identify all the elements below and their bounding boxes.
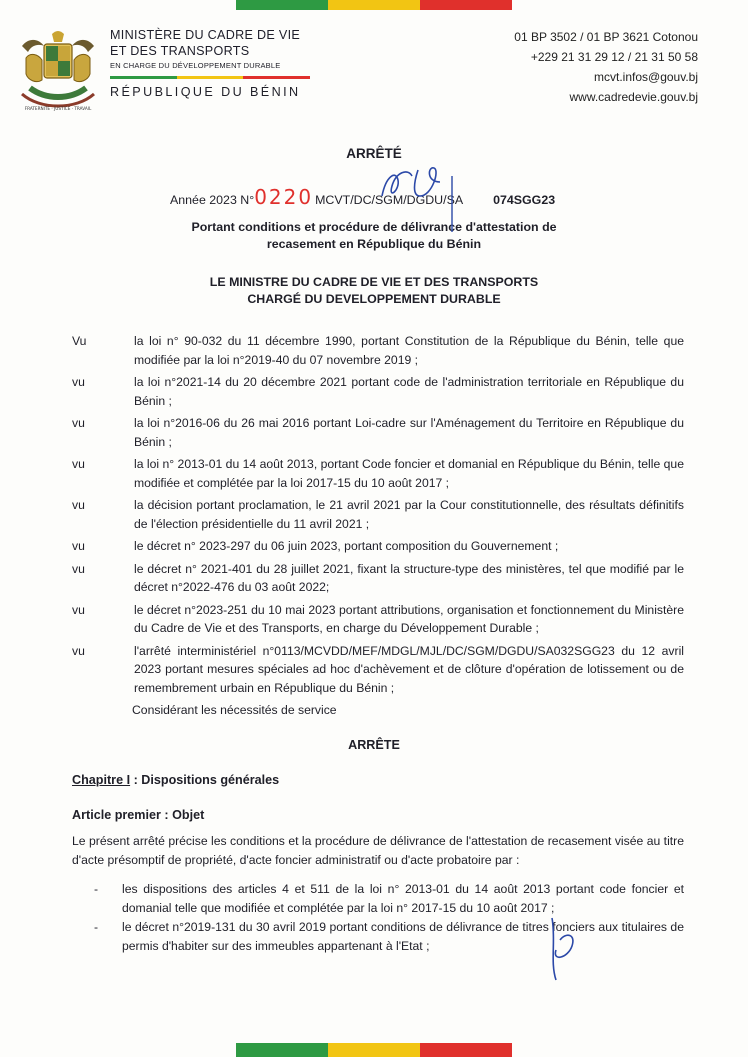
reference-code: 074SGG23 [493,193,556,207]
ministry-name-line1: MINISTÈRE DU CADRE DE VIE [110,28,301,42]
vu-item: vu l'arrêté interministériel n°0113/MCVDD/MEF/MDGL/MJL/DC/SGM/DGDU/SA032SGG23 du 12 avril 2023 portant mesures spéciales ad hoc d'achèvement et de clôture d'opération de lotissement ou de remembrement urbain en République du Bénin ; [72,643,684,695]
contact-address: 01 BP 3502 / 01 BP 3621 Cotonou [514,30,698,44]
decree-number-line [170,185,555,209]
chapter-label: Chapitre I [72,773,131,787]
flag-stripe-top [236,0,512,10]
reference: MCVT/DC/SGM/DGDU/SA [315,193,464,207]
subject-line1: Portant conditions et procédure de délivrance d'attestation de [191,220,557,234]
vu-item: Vu la loi n° 90-032 du 11 décembre 1990, portant Constitution de la République du Bénin, telle que modifiée par la loi n°2019-40 du 07 novembre 2019 ; [72,334,684,367]
vu-item: vu la loi n°2016-06 du 26 mai 2016 portant Loi-cadre sur l'Aménagement du Territoire en République du Bénin ; [72,416,684,449]
considerant: Considérant les nécessités de service [132,703,337,717]
number-stamp: 0220 [254,185,314,209]
vu-item: vu la loi n°2021-14 du 20 décembre 2021 portant code de l'administration territoriale en République du Bénin ; [72,375,684,408]
arrete-heading: ARRÊTE [348,738,400,752]
svg-text:FRATERNITE · JUSTICE · TRAVAIL: FRATERNITE · JUSTICE · TRAVAIL [24,106,92,111]
contact-phone: +229 21 31 29 12 / 21 31 50 58 [530,50,698,64]
bullet-list [72,880,684,956]
article-label: Article premier [72,808,161,822]
list-item: - les dispositions des articles 4 et 511 de la loi n° 2013-01 du 14 août 2013 portant code foncier et domanial telle que modifiée et complétée par la loi n° 2017-15 du 10 août 2017 ; [94,882,684,915]
flag-stripe-bottom [236,1043,512,1057]
vu-list [72,332,684,719]
republic-name: RÉPUBLIQUE DU BÉNIN [110,85,301,99]
article-title: : Objet [160,808,205,822]
document-subject [0,219,748,253]
vu-item: vu la loi n° 2013-01 du 14 août 2013, portant Code foncier et domanial en République du Bénin, telle que modifiée et complétée par la loi 2017-15 du 10 août 2017 ; [72,457,684,490]
coat-of-arms-icon [16,30,100,114]
chapter-heading [72,773,279,787]
ministry-name-line2: ET DES TRANSPORTS [110,44,250,58]
ministry-name-line3: EN CHARGE DU DÉVELOPPEMENT DURABLE [110,61,281,70]
minister-heading [0,274,748,308]
article-paragraph: Le présent arrêté précise les conditions et la procédure de délivrance de l'attestation de recasement visée au titre d'acte présomptif de propriété, d'acte foncier administratif ou d'acte probatoire par : [72,834,684,867]
chapter-title: : Dispositions générales [130,773,280,787]
vu-item: vu le décret n°2023-251 du 10 mai 2023 portant attributions, organisation et fonctionnement du Ministère du Cadre de Vie et des Transports, en charge du Développement Durable ; [72,602,684,635]
list-item: - le décret n°2019-131 du 30 avril 2019 portant conditions de délivrance de titres fonciers aux titulaires de permis d'habiter sur des immeubles appartenant à l'Etat ; [94,920,684,953]
flag-stripe-small [110,76,310,79]
contact-email: mcvt.infos@gouv.bj [594,70,698,84]
document-title: ARRÊTÉ [346,146,402,161]
minister-line2: CHARGÉ DU DEVELOPPEMENT DURABLE [247,292,501,306]
article-heading [72,808,204,822]
vu-item: vu la décision portant proclamation, le 21 avril 2021 par la Cour constitutionnelle, des résultats définitifs de l'élection présidentielle du 11 avril 2021 ; [72,498,684,531]
year-prefix: Année 2023 N° [170,193,255,207]
minister-line1: LE MINISTRE DU CADRE DE VIE ET DES TRANSPORTS [209,275,539,289]
vu-item: vu le décret n° 2021-401 du 28 juillet 2021, fixant la structure-type des ministères, tel que modifié par le décret n°2022-476 du 03 août 2022; [72,561,684,594]
contact-block [514,27,698,107]
vu-item: vu le décret n° 2023-297 du 06 juin 2023, portant composition du Gouvernement ; [72,539,559,553]
subject-line2: recasement en République du Bénin [266,237,482,251]
contact-website: www.cadredevie.gouv.bj [569,90,698,104]
ministry-header [110,27,320,99]
